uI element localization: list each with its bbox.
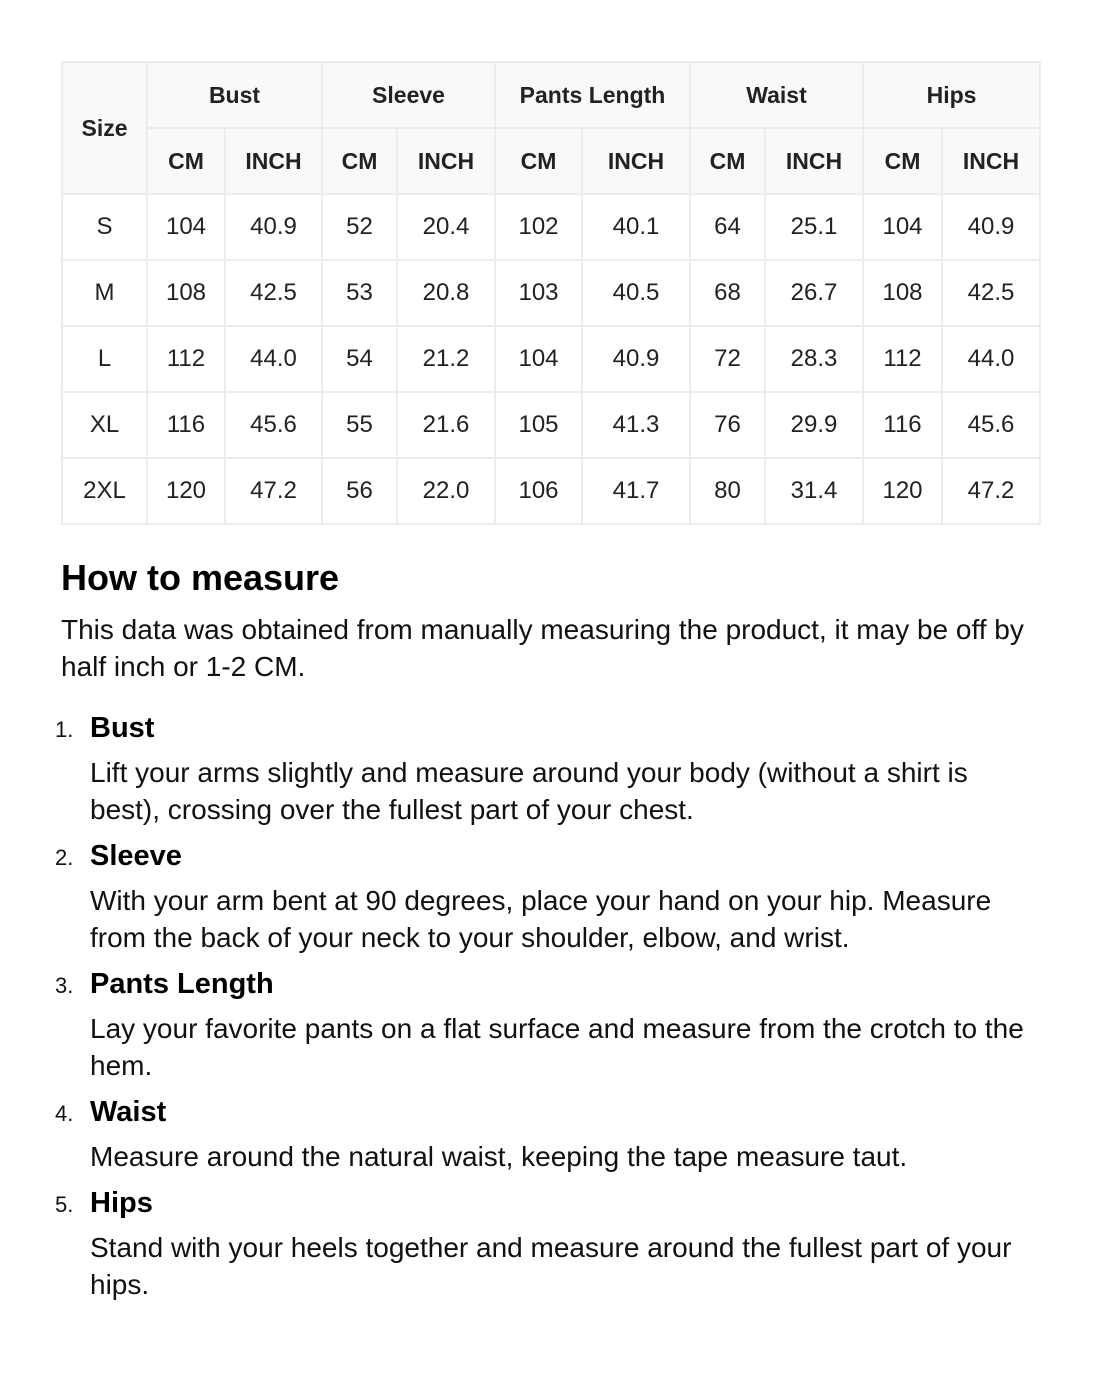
table-cell: 104 <box>147 194 225 260</box>
how-to-measure-heading: How to measure <box>61 557 340 598</box>
step-description: Lay your favorite pants on a flat surface and measure from the crotch to the hem. <box>90 1013 1024 1081</box>
list-item <box>55 837 1039 956</box>
table-cell: 116 <box>147 392 225 458</box>
step-number: 4. <box>55 1101 74 1126</box>
unit-header-inch: INCH <box>942 128 1040 194</box>
table-cell: 120 <box>863 458 942 524</box>
table-cell: 72 <box>690 326 765 392</box>
group-header-hips: Hips <box>863 62 1040 128</box>
table-cell: 28.3 <box>765 326 863 392</box>
table-cell: 120 <box>147 458 225 524</box>
list-item <box>55 1093 1039 1175</box>
table-cell: 47.2 <box>942 458 1040 524</box>
table-body <box>62 194 1040 524</box>
size-cell: XL <box>62 392 147 458</box>
table-row <box>62 326 1040 392</box>
group-header-pants-length: Pants Length <box>495 62 690 128</box>
unit-header-inch: INCH <box>765 128 863 194</box>
size-cell: L <box>62 326 147 392</box>
table-row <box>62 458 1040 524</box>
table-cell: 40.9 <box>582 326 690 392</box>
table-cell: 21.6 <box>397 392 495 458</box>
table-cell: 41.3 <box>582 392 690 458</box>
table-header <box>62 62 1040 194</box>
step-number: 5. <box>55 1192 74 1217</box>
table-cell: 45.6 <box>225 392 322 458</box>
table-cell: 105 <box>495 392 582 458</box>
table-cell: 64 <box>690 194 765 260</box>
measure-steps-list <box>55 709 1039 1312</box>
size-column-header: Size <box>62 62 147 194</box>
step-description: With your arm bent at 90 degrees, place your hand on your hip. Measure from the back of your neck to your shoulder, elbow, and wrist. <box>90 885 992 953</box>
step-description: Measure around the natural waist, keeping the tape measure taut. <box>90 1141 908 1172</box>
table-cell: 47.2 <box>225 458 322 524</box>
step-description: Stand with your heels together and measure around the fullest part of your hips. <box>90 1232 1012 1300</box>
table-cell: 21.2 <box>397 326 495 392</box>
table-cell: 45.6 <box>942 392 1040 458</box>
unit-header-inch: INCH <box>225 128 322 194</box>
table-cell: 40.9 <box>225 194 322 260</box>
unit-header-cm: CM <box>147 128 225 194</box>
step-number: 3. <box>55 973 74 998</box>
table-cell: 40.1 <box>582 194 690 260</box>
table-cell: 116 <box>863 392 942 458</box>
table-row <box>62 260 1040 326</box>
table-cell: 42.5 <box>225 260 322 326</box>
table-cell: 76 <box>690 392 765 458</box>
table-cell: 68 <box>690 260 765 326</box>
list-item <box>55 1184 1039 1303</box>
table-cell: 20.8 <box>397 260 495 326</box>
group-header-sleeve: Sleeve <box>322 62 495 128</box>
step-number: 1. <box>55 717 74 742</box>
table-cell: 52 <box>322 194 397 260</box>
table-cell: 44.0 <box>942 326 1040 392</box>
step-title: Bust <box>90 712 155 744</box>
header-row-groups <box>62 62 1040 128</box>
table-cell: 108 <box>863 260 942 326</box>
table-cell: 102 <box>495 194 582 260</box>
measure-intro-text: This data was obtained from manually measuring the product, it may be off by half inch or 1-2 CM. <box>61 614 1024 682</box>
size-cell: S <box>62 194 147 260</box>
size-guide <box>55 61 1039 1300</box>
table-cell: 20.4 <box>397 194 495 260</box>
list-item <box>55 965 1039 1084</box>
step-description: Lift your arms slightly and measure around your body (without a shirt is best), crossing over the fullest part of your chest. <box>90 757 968 825</box>
step-title: Waist <box>90 1096 167 1128</box>
table-cell: 31.4 <box>765 458 863 524</box>
unit-header-cm: CM <box>863 128 942 194</box>
table-row <box>62 194 1040 260</box>
unit-header-cm: CM <box>322 128 397 194</box>
size-cell: 2XL <box>62 458 147 524</box>
table-cell: 108 <box>147 260 225 326</box>
table-cell: 54 <box>322 326 397 392</box>
size-cell: M <box>62 260 147 326</box>
group-header-waist: Waist <box>690 62 863 128</box>
unit-header-inch: INCH <box>582 128 690 194</box>
step-title: Sleeve <box>90 840 182 872</box>
unit-header-cm: CM <box>690 128 765 194</box>
table-cell: 112 <box>147 326 225 392</box>
table-cell: 40.9 <box>942 194 1040 260</box>
step-title: Pants Length <box>90 968 274 1000</box>
step-title: Hips <box>90 1187 153 1219</box>
step-number: 2. <box>55 845 74 870</box>
table-row <box>62 392 1040 458</box>
unit-header-cm: CM <box>495 128 582 194</box>
size-chart-table <box>61 61 1041 525</box>
unit-header-inch: INCH <box>397 128 495 194</box>
table-cell: 26.7 <box>765 260 863 326</box>
table-cell: 56 <box>322 458 397 524</box>
table-cell: 44.0 <box>225 326 322 392</box>
table-cell: 41.7 <box>582 458 690 524</box>
table-cell: 104 <box>863 194 942 260</box>
table-cell: 40.5 <box>582 260 690 326</box>
table-cell: 29.9 <box>765 392 863 458</box>
table-cell: 80 <box>690 458 765 524</box>
table-cell: 42.5 <box>942 260 1040 326</box>
table-cell: 25.1 <box>765 194 863 260</box>
table-cell: 112 <box>863 326 942 392</box>
header-row-units <box>62 128 1040 194</box>
table-cell: 104 <box>495 326 582 392</box>
table-cell: 106 <box>495 458 582 524</box>
list-item <box>55 709 1039 828</box>
table-cell: 55 <box>322 392 397 458</box>
table-cell: 103 <box>495 260 582 326</box>
table-cell: 22.0 <box>397 458 495 524</box>
table-cell: 53 <box>322 260 397 326</box>
group-header-bust: Bust <box>147 62 322 128</box>
